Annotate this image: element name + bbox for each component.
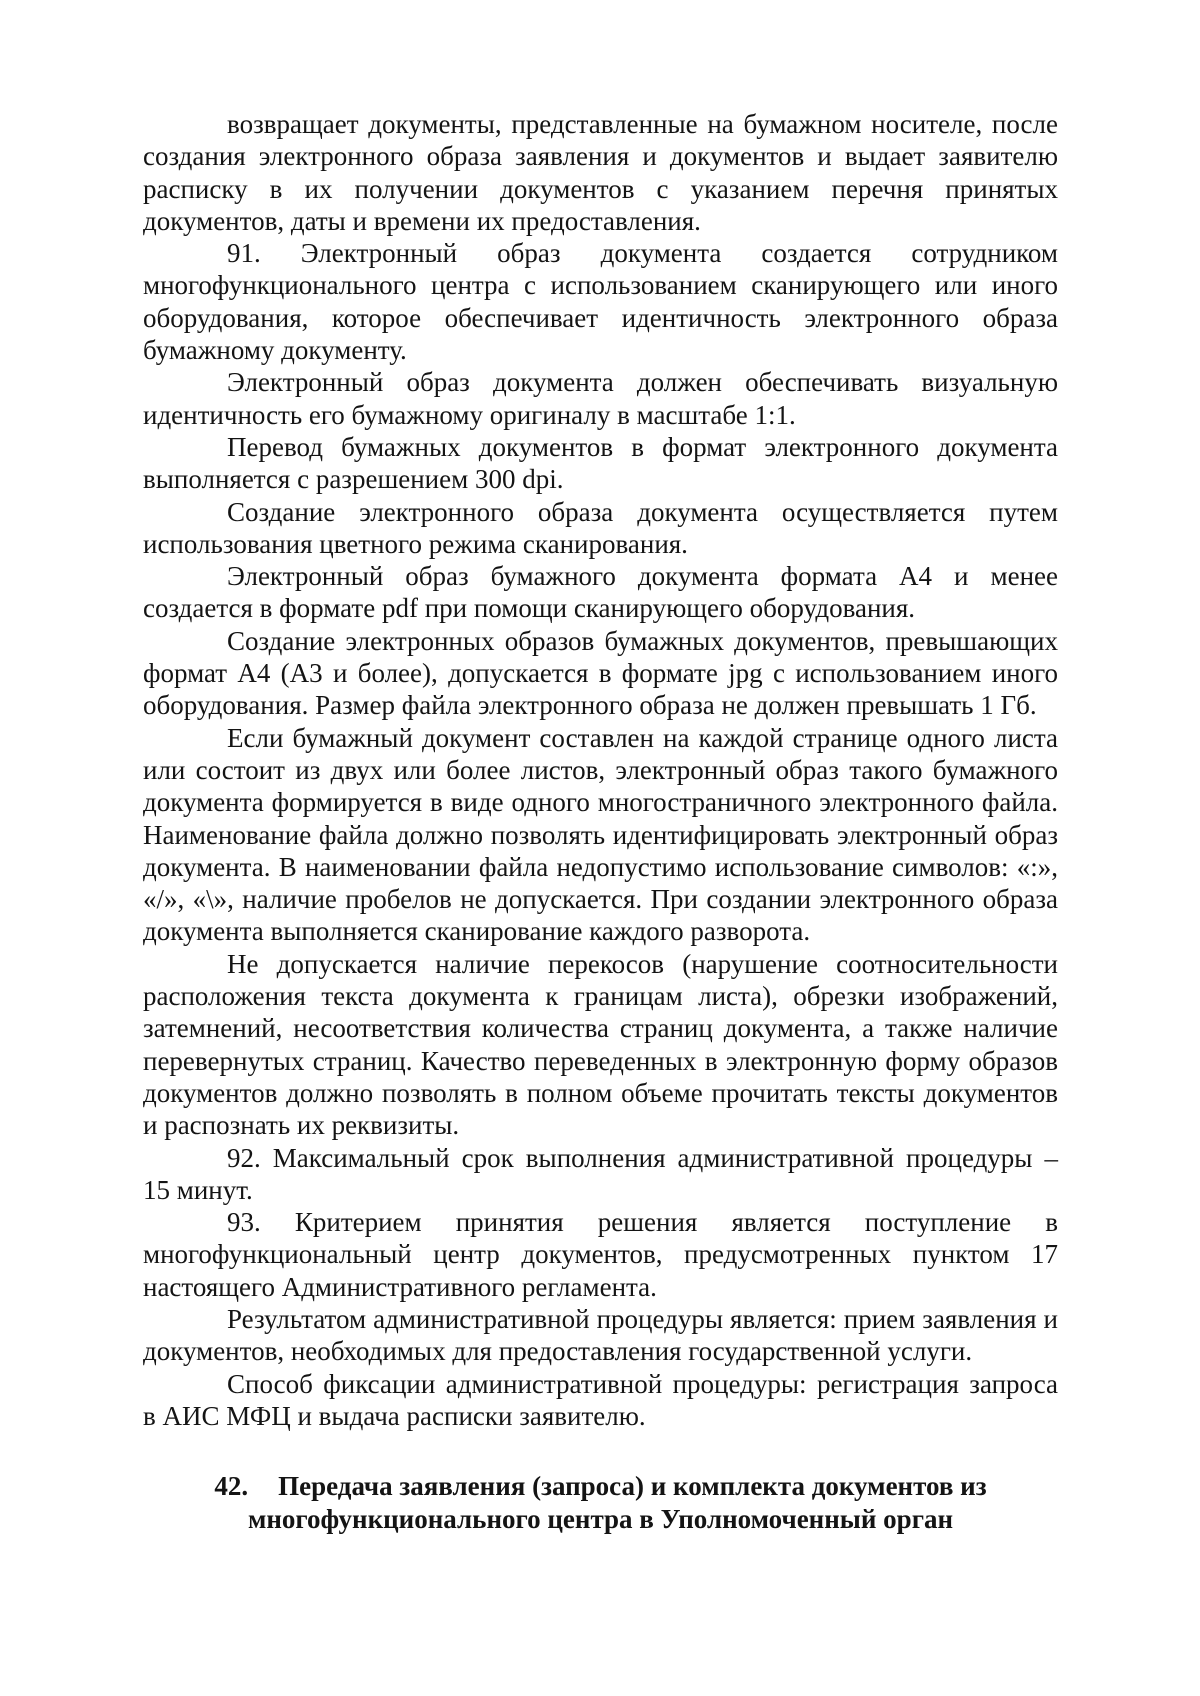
section-number: 42. [214, 1471, 249, 1502]
paragraph: 93. Критерием принятия решения является поступление в многофункциональный центр документов, предусмотренных пунктом 17 настоящего Административного регламента. [143, 1207, 1058, 1302]
section-heading-line-1 [143, 1470, 1058, 1503]
paragraph: возвращает документы, представленные на бумажном носителе, после создания электронного образа заявления и документов и выдает заявителю расписку в их получении документов с указанием перечня принятых документов, даты и времени их предоставления. [143, 109, 1058, 236]
paragraph: Не допускается наличие перекосов (нарушение соотносительности расположения текста документа к границам листа), обрезки изображений, затемнений, несоответствия количества страниц документа, а также наличие перевернутых страниц. Качество переведенных в электронную форму образов документов должно позволять в полном объеме прочитать тексты документов и распознать их реквизиты. [143, 948, 1058, 1141]
paragraph: Электронный образ бумажного документа формата А4 и менее создается в формате pdf при помощи сканирующего оборудования. [143, 561, 1058, 624]
document-body [143, 108, 1058, 1432]
section-heading-line-2: многофункционального центра в Уполномоченный орган [247, 1504, 954, 1535]
paragraph: Если бумажный документ составлен на каждой странице одного листа или состоит из двух или более листов, электронный образ такого бумажного документа формируется в виде одного многостраничного электронного файла. Наименование файла должно позволять идентифицировать электронный образ документа. В наименовании файла недопустимо использование символов: «:», «/», «\», наличие пробелов не допускается. При создании электронного образа документа выполняется сканирование каждого разворота. [143, 722, 1058, 947]
paragraph: Перевод бумажных документов в формат электронного документа выполняется с разрешением 300 dpi. [143, 431, 1058, 495]
paragraph: 92. Максимальный срок выполнения административной процедуры – 15 минут. [143, 1142, 1058, 1205]
paragraph: 91. Электронный образ документа создается сотрудником многофункционального центра с использованием сканирующего или иного оборудования, которое обеспечивает идентичность электронного образа бумажному документу. [143, 238, 1058, 366]
paragraph: Способ фиксации административной процедуры: регистрация запроса в АИС МФЦ и выдача расписки заявителю. [143, 1368, 1058, 1431]
paragraph: Создание электронных образов бумажных документов, превышающих формат А4 (А3 и более), допускается в формате jpg с использованием иного оборудования. Размер файла электронного образа не должен превышать 1 Гб. [143, 625, 1058, 721]
paragraph: Создание электронного образа документа осуществляется путем использования цветного режима сканирования. [143, 496, 1058, 559]
paragraph: Результатом административной процедуры является: прием заявления и документов, необходимых для предоставления государственной услуги. [143, 1303, 1058, 1367]
section-heading [143, 1470, 1058, 1536]
section-title-part-1: Передача заявления (запроса) и комплекта документов из [278, 1471, 987, 1502]
document-page [143, 108, 1058, 1536]
paragraph: Электронный образ документа должен обеспечивать визуальную идентичность его бумажному оригиналу в масштабе 1:1. [143, 367, 1058, 430]
